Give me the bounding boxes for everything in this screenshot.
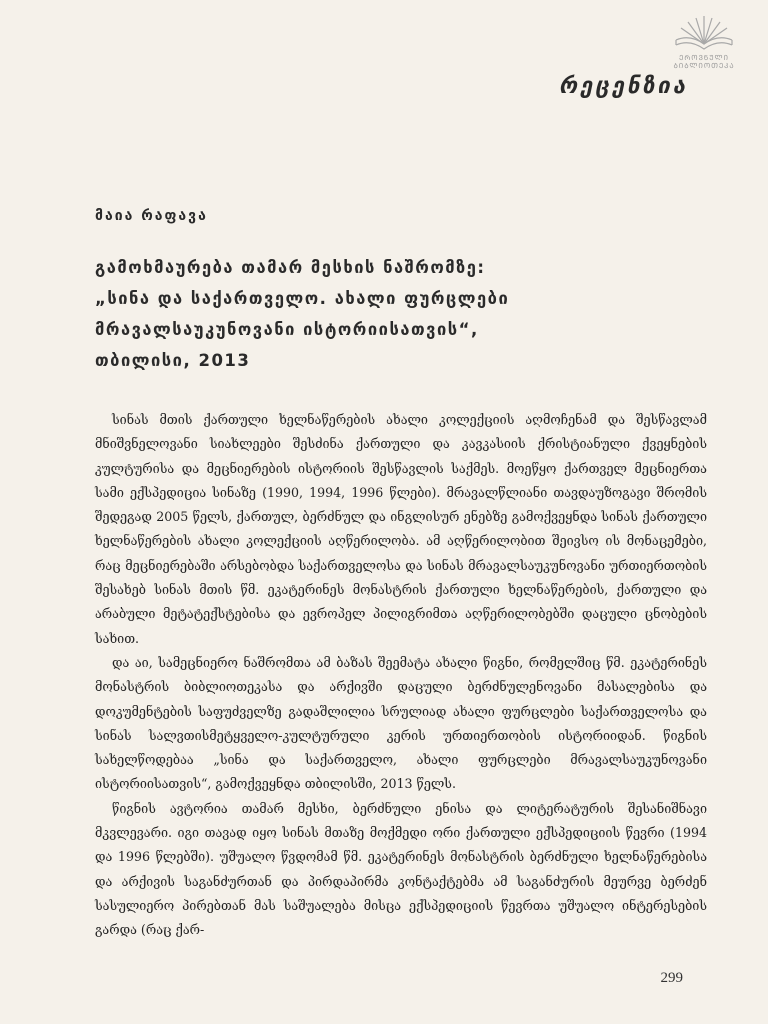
- article-title: [95, 252, 705, 376]
- open-book-icon: [672, 10, 736, 54]
- title-line: მრავალსაუკუნოვანი ისტორიისათვის“,: [95, 320, 479, 339]
- title-line: „სინა და საქართველო. ახალი ფურცლები: [95, 289, 510, 308]
- page-number: 299: [660, 970, 683, 986]
- title-line: გამოხმაურება თამარ მესხის ნაშრომზე:: [95, 258, 486, 277]
- title-line: თბილისი, 2013: [95, 351, 251, 370]
- section-label: რეცენზია: [559, 74, 688, 99]
- paragraph: და აი, სამეცნიერო ნაშრომთა ამ ბაზას შეემატა ახალი წიგნი, რომელშიც წმ. ეკატერინეს მონასტრის ბიბლიოთეკასა და არქივში დაცული ბერძნულენოვანი მასალებისა და დოკუმენტების საფუძველზე გადაშლილია სრულიად ახალი ფურცლები საქართველოსა და სინას სალვთისმეტყველო-კულტურული კერის ურთიერთობის ისტორიიდან. წიგნის სახელწოდებაა „სინა და საქართველო, ახალი ფურცლები მრავალსაუკუნოვანი ისტორიისათვის“, გამოქვეყნდა თბილისში, 2013 წელს.: [95, 654, 707, 792]
- watermark-line-2: ᲑᲘᲑᲚᲘᲝᲗᲔᲙᲐ: [673, 62, 735, 70]
- paragraph: სინას მთის ქართული ხელნაწერების ახალი კოლექციის აღმოჩენამ და შესწავლამ მნიშვნელოვანი სიახლეები შესძინა ქართული და კავკასიის ქრისტიანული ქვეყნების კულტურისა და მეცნიერების ისტორიის შესწავლის საქმეს. მოეწყო ქართველ მეცნიერთა სამი ექსპედიცია სინაზე (1990, 1994, 1996 წლები). მრავალწლიანი თავდაუზოგავი შრომის შედეგად 2005 წელს, ქართულ, ბერძნულ და ინგლისურ ენებზე გამოქვეყნდა სინას ქართული ხელნაწერების ახალი კოლექციის აღწერილობა. ამ აღწერილობით შეივსო ის მონაცემები, რაც მეცნიერებაში არსებობდა საქართველოსა და სინას მრავალსაუკუნოვანი ურთიერთობის შესახებ სინას მთის წმ. ეკატერინეს მონასტრის ქართული ხელნაწერების, ქართული და არაბული მეტატექსტებისა და ევროპელ პილიგრიმთა აღწერილობებში დაცული ცნობების სახით.: [95, 412, 707, 646]
- author-name: მაია რაფავა: [95, 208, 208, 224]
- watermark-line-1: ᲔᲠᲝᲕᲜᲣᲚᲘ: [679, 54, 729, 62]
- library-watermark: [662, 10, 746, 80]
- article-body: [95, 408, 707, 943]
- paragraph: წიგნის ავტორია თამარ მესხი, ბერძნული ენისა და ლიტერატურის შესანიშნავი მკვლევარი. იგი თავად იყო სინას მთაზე მოქმედი ორი ქართული ექსპედიციის წევრი (1994 და 1996 წლებში). უშუალო წვდომამ წმ. ეკატერინეს მონასტრის ბერძნული ხელნაწერებისა და არქივის საგანძურთან და პირდაპირმა კონტაქტებმა ამ საგანძურის მეურვე ბერძენ სასულიერო პირებთან მას საშუალება მისცა ექსპედიციის წევრთა უშუალო ინტერესების გარდა (რაც ქარ-: [95, 800, 707, 938]
